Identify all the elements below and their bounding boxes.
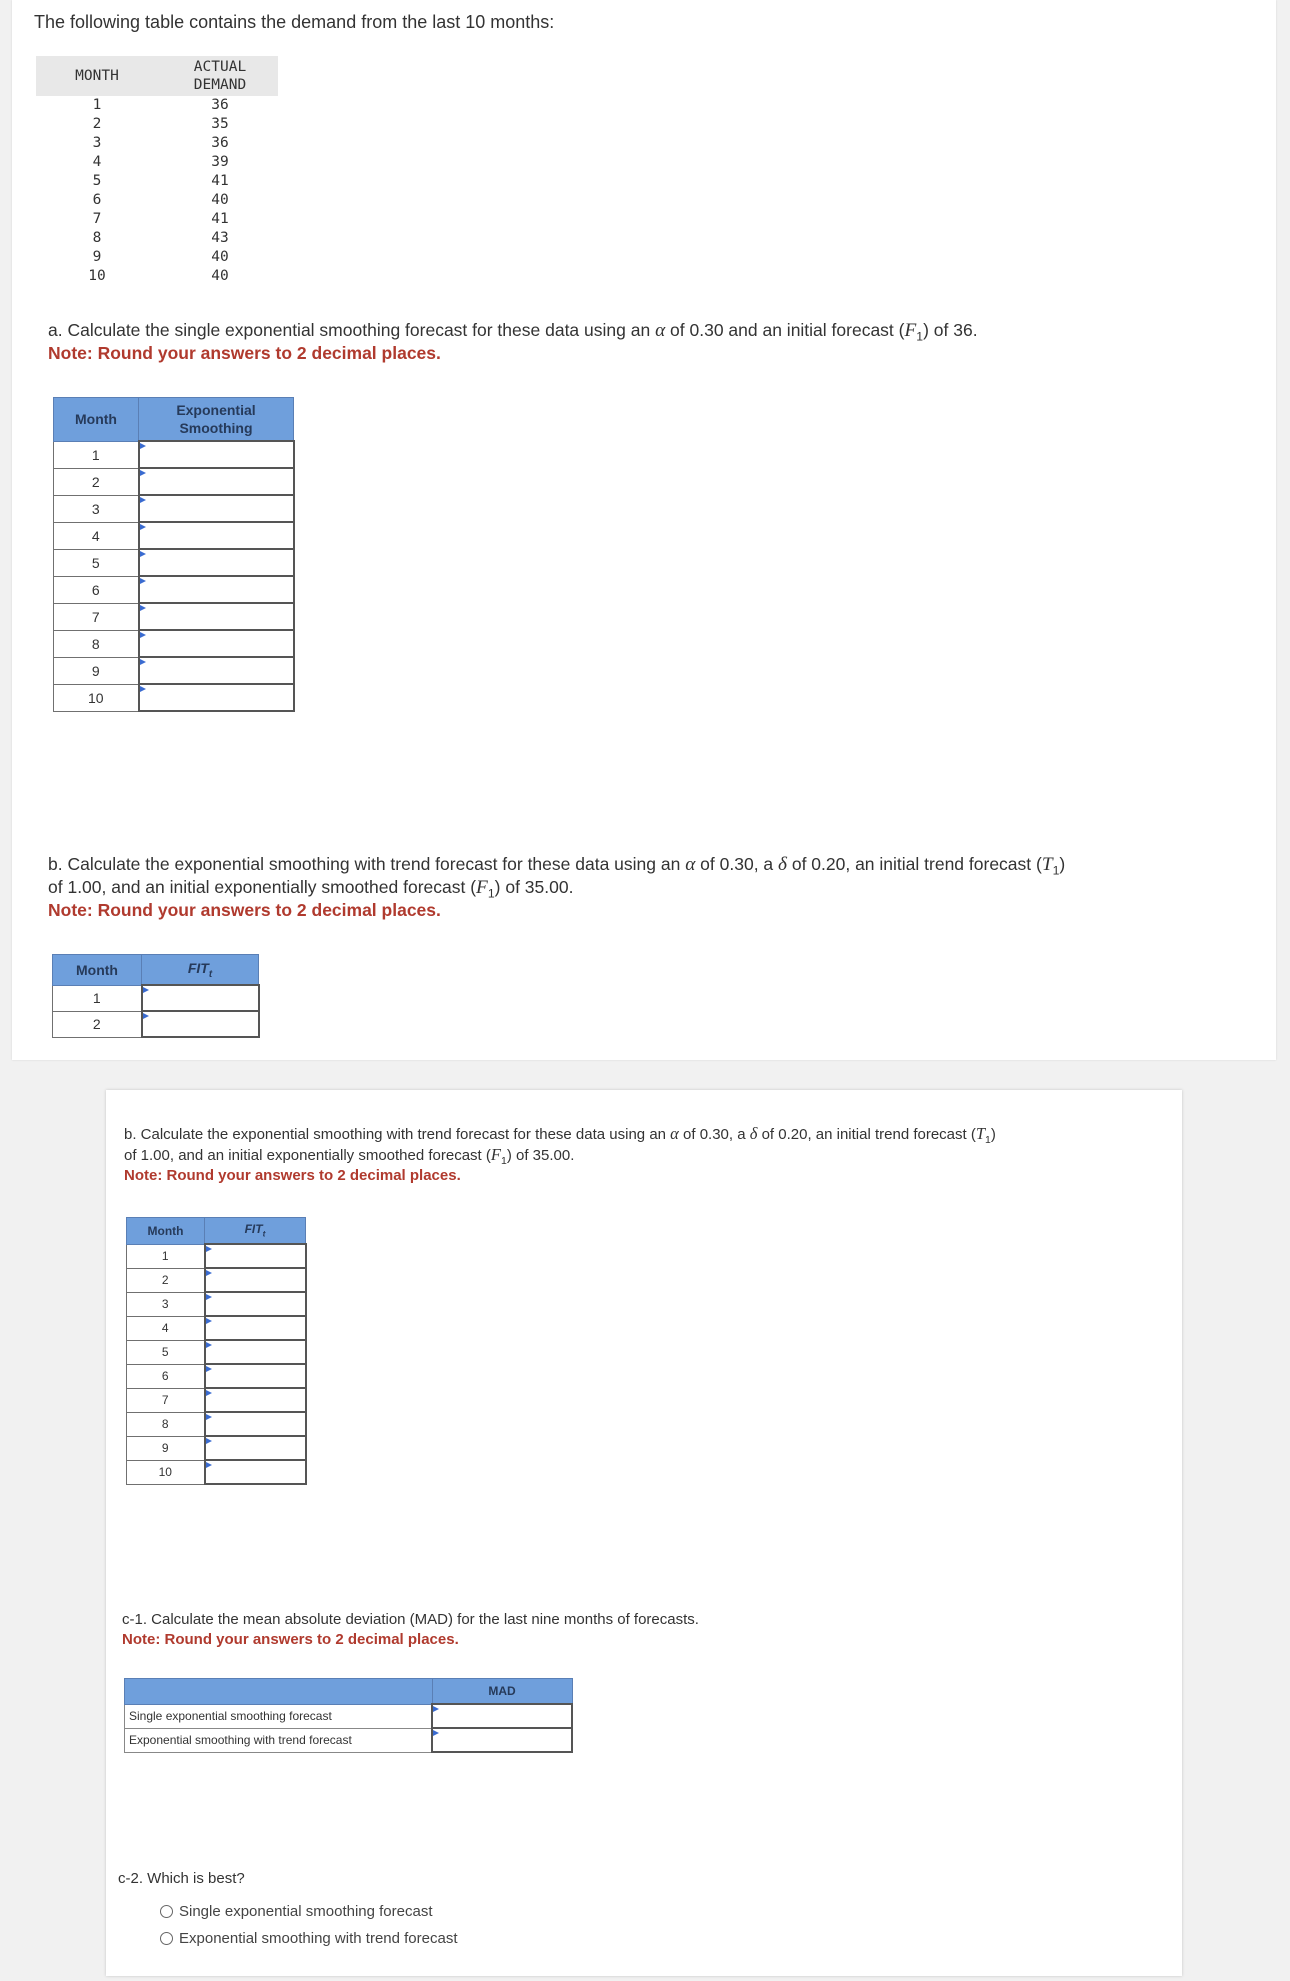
month-cell: 2 [54,468,139,495]
table-row [127,1460,306,1484]
es-forecast-input[interactable] [139,576,294,603]
fit-forecast-input[interactable] [142,985,259,1011]
demand-rows [36,96,278,286]
es-forecast-input[interactable] [139,468,294,495]
demand-cell: 40 [211,192,229,208]
month-cell: 6 [127,1364,205,1388]
fit-table-partial [52,954,260,1038]
table-row [36,134,278,153]
month-cell: 3 [92,135,102,151]
demand-cell: 36 [211,135,229,151]
month-cell: 4 [54,522,139,549]
month-cell: 4 [127,1316,205,1340]
table-row [36,267,278,286]
month-cell: 8 [127,1412,205,1436]
fit-forecast-input[interactable] [205,1364,306,1388]
part-c1-question: c-1. Calculate the mean absolute deviation (MAD) for the last nine months of forecasts. [122,1611,699,1628]
mad-row-label: Single exponential smoothing forecast [125,1704,433,1728]
table-row [127,1292,306,1316]
table-row [127,1436,306,1460]
table-row [36,248,278,267]
demand-header: DEMAND [193,77,247,93]
exponential-smoothing-table [53,397,295,712]
month-cell: 9 [127,1436,205,1460]
mad-row-label: Exponential smoothing with trend forecast [125,1728,433,1752]
es-forecast-input[interactable] [139,495,294,522]
table-row [54,495,294,522]
table-row [127,1244,306,1268]
table-row [127,1364,306,1388]
demand-table [36,56,278,286]
demand-cell: 40 [211,249,229,265]
fit-header: $FIT_t$ [142,955,259,986]
table-row [127,1268,306,1292]
month-cell: 3 [127,1292,205,1316]
part-b-note-repeat: Note: Round your answers to 2 decimal places. [124,1167,461,1184]
part-a-note: Note: Round your answers to 2 decimal places. [48,343,441,363]
table-row [54,657,294,684]
month-cell: 7 [127,1388,205,1412]
es-forecast-input[interactable] [139,630,294,657]
demand-table-header [36,56,278,96]
radio-circle-icon[interactable] [160,1905,173,1918]
table-row [36,115,278,134]
fit-forecast-input[interactable] [205,1412,306,1436]
es-forecast-input[interactable] [139,441,294,468]
es-forecast-input[interactable] [139,603,294,630]
month-cell: 3 [54,495,139,522]
demand-cell: 41 [211,211,229,227]
table-row [54,630,294,657]
fit-forecast-input[interactable] [205,1268,306,1292]
mad-single-input[interactable] [432,1704,572,1728]
table-row [54,441,294,468]
table-row [127,1388,306,1412]
month-cell: 1 [54,441,139,468]
es-forecast-input[interactable] [139,684,294,711]
table-row [36,172,278,191]
month-cell: 7 [54,603,139,630]
month-cell: 10 [88,268,106,284]
month-cell: 5 [127,1340,205,1364]
month-cell: 1 [127,1244,205,1268]
month-cell: 1 [53,985,142,1011]
month-cell: 7 [92,211,102,227]
table-row [127,1316,306,1340]
fit-forecast-input[interactable] [205,1292,306,1316]
mad-trend-input[interactable] [432,1728,572,1752]
table-row [36,96,278,115]
table-row [125,1704,573,1728]
month-cell: 9 [54,657,139,684]
part-b-question: b. Calculate the exponential smoothing with trend forecast for these data using an α of 0.30, a δ of 0.20, an initial trend forecast $(T_1)$ [48,854,1066,878]
month-cell: 9 [92,249,102,265]
actual-header: ACTUAL [193,59,247,75]
part-c1-note: Note: Round your answers to 2 decimal places. [122,1631,459,1648]
fit-forecast-input[interactable] [142,1011,259,1037]
table-row [53,1011,259,1037]
table-row [127,1340,306,1364]
demand-cell: 40 [211,268,229,284]
intro-text: The following table contains the demand from the last 10 months: [34,12,555,32]
radio-label: Single exponential smoothing forecast [179,1903,433,1920]
part-b-question-repeat: b. Calculate the exponential smoothing with trend forecast for these data using an α of 0.30, a δ of 0.20, an initial trend forecast $(T_1)$ [124,1124,996,1146]
month-cell: 2 [53,1011,142,1037]
fit-forecast-input[interactable] [205,1316,306,1340]
table-row [36,153,278,172]
table-row [53,985,259,1011]
month-cell: 10 [54,684,139,711]
demand-cell: 41 [211,173,229,189]
month-cell: 2 [127,1268,205,1292]
es-forecast-input[interactable] [139,657,294,684]
demand-cell: 39 [211,154,229,170]
fit-header-2: $FIT_t$ [205,1218,306,1245]
demand-cell: 43 [211,230,229,246]
table-row [54,522,294,549]
fit-forecast-input[interactable] [205,1340,306,1364]
table-row [54,549,294,576]
month-cell: 6 [92,192,102,208]
mad-table [124,1678,573,1753]
demand-cell: 35 [211,116,229,132]
es-smoothing-header: Exponential Smoothing [139,398,294,442]
month-cell: 5 [54,549,139,576]
month-cell: 10 [127,1460,205,1484]
fit-month-header: Month [53,955,142,986]
table-row [125,1728,573,1752]
mad-blank-header [125,1679,433,1705]
month-header: MONTH [75,68,119,84]
month-cell: 8 [92,230,102,246]
table-row [54,576,294,603]
table-row [36,191,278,210]
part-a-question: a. Calculate the single exponential smoothing forecast for these data using an α of 0.30 and an initial forecast $(F_1)$ of 36. [48,320,978,344]
month-cell: 8 [54,630,139,657]
radio-label: Exponential smoothing with trend forecast [179,1930,458,1947]
fit-table [126,1217,307,1485]
radio-single-option[interactable] [160,1903,433,1920]
fit-forecast-input[interactable] [205,1460,306,1484]
table-row [36,229,278,248]
table-row [54,468,294,495]
part-c2-question: c-2. Which is best? [118,1870,245,1887]
month-cell: 6 [54,576,139,603]
fit-forecast-input[interactable] [205,1244,306,1268]
table-row [36,210,278,229]
part-b-note: Note: Round your answers to 2 decimal places. [48,900,441,920]
part-b-question-repeat-line2: of 1.00, and an initial exponentially smoothed forecast $(F_1)$ of 35.00. [124,1145,575,1167]
month-cell: 2 [92,116,102,132]
radio-trend-option[interactable] [160,1930,458,1947]
table-row [54,603,294,630]
fit-month-header-2: Month [127,1218,205,1245]
part-b-question-line2: of 1.00, and an initial exponentially smoothed forecast $(F_1)$ of 35.00. [48,877,574,901]
demand-cell: 36 [211,97,229,113]
table-row [127,1412,306,1436]
month-cell: 5 [92,173,102,189]
mad-header: MAD [432,1679,572,1705]
table-row [54,684,294,711]
fit-forecast-input[interactable] [205,1388,306,1412]
es-forecast-input[interactable] [139,522,294,549]
es-month-header: Month [54,398,139,442]
month-cell: 1 [92,97,102,113]
fit-forecast-input[interactable] [205,1436,306,1460]
es-forecast-input[interactable] [139,549,294,576]
radio-circle-icon[interactable] [160,1932,173,1945]
month-cell: 4 [92,154,102,170]
